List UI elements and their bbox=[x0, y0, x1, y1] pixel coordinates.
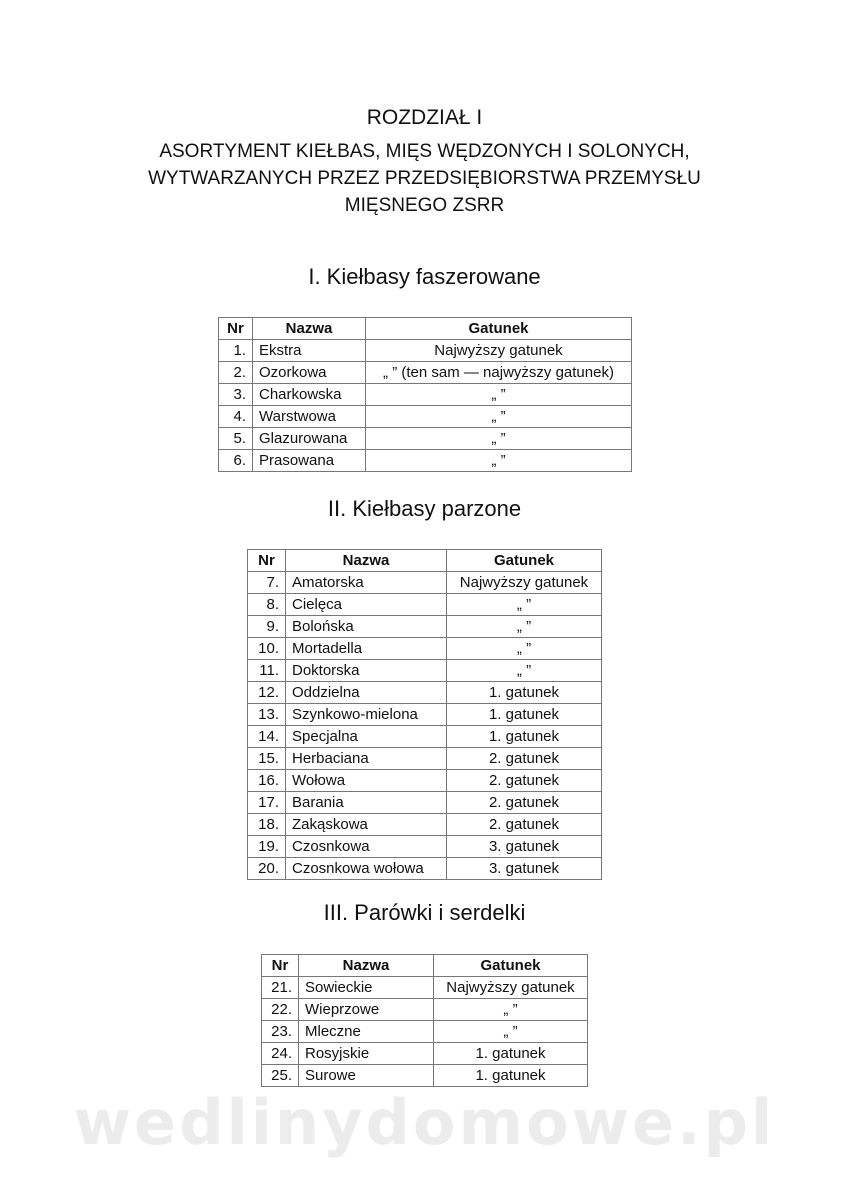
grade-cell: „ ” (ten sam — najwyższy gatunek) bbox=[366, 362, 632, 384]
table-row bbox=[248, 792, 602, 814]
column-header-grade: Gatunek bbox=[434, 955, 588, 977]
table-row bbox=[262, 999, 588, 1021]
nr-cell: 25. bbox=[262, 1065, 299, 1087]
grade-cell: „ ” bbox=[447, 616, 602, 638]
nr-cell: 24. bbox=[262, 1043, 299, 1065]
name-cell: Wieprzowe bbox=[299, 999, 434, 1021]
name-cell: Specjalna bbox=[286, 726, 447, 748]
section-title-1: I. Kiełbasy faszerowane bbox=[308, 264, 541, 289]
table-row bbox=[219, 428, 632, 450]
nr-cell: 11. bbox=[248, 660, 286, 682]
table-row bbox=[248, 748, 602, 770]
nr-cell: 4. bbox=[219, 406, 253, 428]
grade-cell: 2. gatunek bbox=[447, 814, 602, 836]
grade-cell: 2. gatunek bbox=[447, 770, 602, 792]
column-header-nr: Nr bbox=[219, 318, 253, 340]
grade-cell: „ ” bbox=[447, 638, 602, 660]
table-row bbox=[219, 340, 632, 362]
nr-cell: 5. bbox=[219, 428, 253, 450]
table-body bbox=[219, 340, 632, 472]
table-row bbox=[262, 1043, 588, 1065]
column-header-name: Nazwa bbox=[253, 318, 366, 340]
nr-cell: 14. bbox=[248, 726, 286, 748]
grade-cell: 1. gatunek bbox=[434, 1065, 588, 1087]
table-row bbox=[219, 384, 632, 406]
chapter-title: ROZDZIAŁ I bbox=[366, 106, 483, 129]
table-row bbox=[248, 594, 602, 616]
name-cell: Charkowska bbox=[253, 384, 366, 406]
section-table-3 bbox=[261, 954, 588, 1087]
section-table-1 bbox=[218, 317, 632, 472]
column-header-nr: Nr bbox=[262, 955, 299, 977]
grade-cell: 3. gatunek bbox=[447, 858, 602, 880]
subtitle-line: MIĘSNEGO ZSRR bbox=[344, 195, 505, 216]
grade-cell: „ ” bbox=[434, 999, 588, 1021]
name-cell: Cielęca bbox=[286, 594, 447, 616]
table-row bbox=[219, 362, 632, 384]
name-cell: Oddzielna bbox=[286, 682, 447, 704]
table-row bbox=[248, 704, 602, 726]
table-body bbox=[262, 977, 588, 1087]
name-cell: Sowieckie bbox=[299, 977, 434, 999]
name-cell: Ozorkowa bbox=[253, 362, 366, 384]
column-header-grade: Gatunek bbox=[366, 318, 632, 340]
column-header-grade: Gatunek bbox=[447, 550, 602, 572]
grade-cell: 1. gatunek bbox=[447, 726, 602, 748]
name-cell: Warstwowa bbox=[253, 406, 366, 428]
grade-cell: 1. gatunek bbox=[447, 682, 602, 704]
nr-cell: 15. bbox=[248, 748, 286, 770]
nr-cell: 1. bbox=[219, 340, 253, 362]
grade-cell: „ ” bbox=[447, 660, 602, 682]
table-row bbox=[248, 616, 602, 638]
name-cell: Ekstra bbox=[253, 340, 366, 362]
chapter-subtitle bbox=[0, 138, 849, 219]
section-title-2: II. Kiełbasy parzone bbox=[327, 496, 522, 521]
table-row bbox=[262, 1021, 588, 1043]
grade-cell: 1. gatunek bbox=[447, 704, 602, 726]
nr-cell: 6. bbox=[219, 450, 253, 472]
grade-cell: Najwyższy gatunek bbox=[366, 340, 632, 362]
subtitle-line: WYTWARZANYCH PRZEZ PRZEDSIĘBIORSTWA PRZEMYSŁU bbox=[148, 168, 701, 189]
name-cell: Barania bbox=[286, 792, 447, 814]
name-cell: Amatorska bbox=[286, 572, 447, 594]
nr-cell: 22. bbox=[262, 999, 299, 1021]
table-body bbox=[248, 572, 602, 880]
grade-cell: Najwyższy gatunek bbox=[447, 572, 602, 594]
name-cell: Prasowana bbox=[253, 450, 366, 472]
column-header-name: Nazwa bbox=[286, 550, 447, 572]
name-cell: Mleczne bbox=[299, 1021, 434, 1043]
nr-cell: 9. bbox=[248, 616, 286, 638]
grade-cell: „ ” bbox=[434, 1021, 588, 1043]
grade-cell: „ ” bbox=[366, 450, 632, 472]
nr-cell: 19. bbox=[248, 836, 286, 858]
subtitle-line: ASORTYMENT KIEŁBAS, MIĘS WĘDZONYCH I SOLONYCH, bbox=[159, 141, 690, 162]
grade-cell: „ ” bbox=[366, 406, 632, 428]
name-cell: Czosnkowa bbox=[286, 836, 447, 858]
grade-cell: 2. gatunek bbox=[447, 748, 602, 770]
name-cell: Czosnkowa wołowa bbox=[286, 858, 447, 880]
table-header-row bbox=[262, 955, 588, 977]
table-row bbox=[248, 660, 602, 682]
name-cell: Bolońska bbox=[286, 616, 447, 638]
name-cell: Szynkowo-mielona bbox=[286, 704, 447, 726]
nr-cell: 12. bbox=[248, 682, 286, 704]
nr-cell: 23. bbox=[262, 1021, 299, 1043]
nr-cell: 10. bbox=[248, 638, 286, 660]
nr-cell: 21. bbox=[262, 977, 299, 999]
name-cell: Herbaciana bbox=[286, 748, 447, 770]
name-cell: Rosyjskie bbox=[299, 1043, 434, 1065]
grade-cell: „ ” bbox=[447, 594, 602, 616]
table-row bbox=[248, 638, 602, 660]
nr-cell: 2. bbox=[219, 362, 253, 384]
table-header-row bbox=[248, 550, 602, 572]
table-row bbox=[262, 1065, 588, 1087]
title-block bbox=[0, 104, 849, 219]
table-row bbox=[248, 682, 602, 704]
nr-cell: 7. bbox=[248, 572, 286, 594]
grade-cell: „ ” bbox=[366, 384, 632, 406]
nr-cell: 17. bbox=[248, 792, 286, 814]
table-row bbox=[248, 770, 602, 792]
nr-cell: 18. bbox=[248, 814, 286, 836]
name-cell: Zakąskowa bbox=[286, 814, 447, 836]
table-row bbox=[219, 406, 632, 428]
table-row bbox=[248, 858, 602, 880]
table-header-row bbox=[219, 318, 632, 340]
grade-cell: 3. gatunek bbox=[447, 836, 602, 858]
nr-cell: 20. bbox=[248, 858, 286, 880]
name-cell: Wołowa bbox=[286, 770, 447, 792]
grade-cell: 2. gatunek bbox=[447, 792, 602, 814]
name-cell: Doktorska bbox=[286, 660, 447, 682]
column-header-nr: Nr bbox=[248, 550, 286, 572]
name-cell: Mortadella bbox=[286, 638, 447, 660]
table-row bbox=[219, 450, 632, 472]
name-cell: Surowe bbox=[299, 1065, 434, 1087]
nr-cell: 3. bbox=[219, 384, 253, 406]
nr-cell: 13. bbox=[248, 704, 286, 726]
grade-cell: „ ” bbox=[366, 428, 632, 450]
section-title-3: III. Parówki i serdelki bbox=[323, 900, 526, 925]
table-row bbox=[248, 814, 602, 836]
column-header-name: Nazwa bbox=[299, 955, 434, 977]
name-cell: Glazurowana bbox=[253, 428, 366, 450]
table-row bbox=[262, 977, 588, 999]
nr-cell: 16. bbox=[248, 770, 286, 792]
table-row bbox=[248, 726, 602, 748]
watermark: wedlinydomowe.pl bbox=[73, 1086, 776, 1159]
grade-cell: 1. gatunek bbox=[434, 1043, 588, 1065]
nr-cell: 8. bbox=[248, 594, 286, 616]
table-row bbox=[248, 836, 602, 858]
table-row bbox=[248, 572, 602, 594]
grade-cell: Najwyższy gatunek bbox=[434, 977, 588, 999]
section-table-2 bbox=[247, 549, 602, 880]
